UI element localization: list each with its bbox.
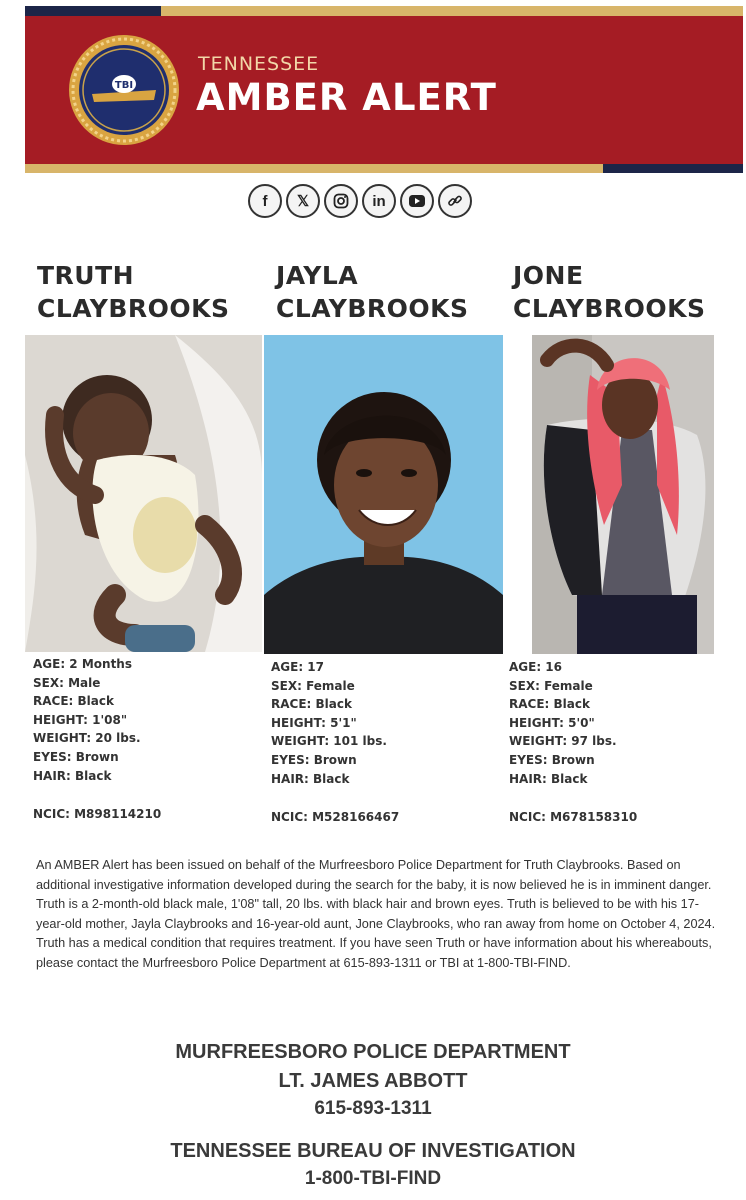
seal-text: TBI [114, 80, 134, 91]
contact-phone-tbi[interactable]: 1-800-TBI-FIND [304, 1168, 442, 1189]
person-name-jayla: JAYLA CLAYBROOKS [276, 261, 469, 323]
youtube-icon[interactable] [400, 184, 434, 218]
ncic-jone: NCIC: M678158310 [509, 810, 638, 825]
linkedin-icon[interactable]: in [362, 184, 396, 218]
banner-bottom-stripe [25, 164, 743, 173]
alert-description: An AMBER Alert has been issued on behalf of the Murfreesboro Police Department for Truth Claybrooks. Based on additional investigative information developed during the search for the baby, it is now believed he is in imminent danger. Truth is a 2-month-old black male, 1'08" tall, 20 lbs. with black hair and brown eyes. Truth is believed to be with his 17-year-old mother, Jayla Claybrooks and 16-year-old aunt, Jone Claybrooks, who ran away from home on October 4, 2024. Truth has a medical condition that requires treatment. If you have seen Truth or have information about his whereabouts, please contact the Murfreesboro Police Department at 615-893-1311 or TBI at 1-800-TBI-FIND. [36, 858, 716, 970]
contact-agency-tbi: TENNESSEE BUREAU OF INVESTIGATION [170, 1140, 576, 1162]
ncic-truth: NCIC: M898114210 [33, 807, 162, 822]
x-icon[interactable]: 𝕏 [286, 184, 320, 218]
ncic-jayla: NCIC: M528166467 [271, 810, 400, 825]
photo-jayla [264, 335, 503, 654]
contact-agency-police: MURFREESBORO POLICE DEPARTMENT [175, 1041, 571, 1063]
contact-phone-police[interactable]: 615-893-1311 [314, 1098, 432, 1119]
tbi-seal-icon [68, 34, 180, 146]
link-icon[interactable] [438, 184, 472, 218]
banner-title: AMBER ALERT [196, 76, 497, 119]
facebook-icon[interactable]: f [248, 184, 282, 218]
details-truth: AGE: 2 Months SEX: Male RACE: Black HEIGHT: 1'08" WEIGHT: 20 lbs. EYES: Brown HAIR: Black NCIC: M898114210 [33, 655, 161, 824]
instagram-icon[interactable] [324, 184, 358, 218]
banner-state: TENNESSEE [198, 53, 320, 75]
person-name-jone: JONE CLAYBROOKS [513, 261, 706, 323]
photo-jone [532, 335, 714, 654]
photo-truth [25, 335, 262, 652]
details-jayla: AGE: 17 SEX: Female RACE: Black HEIGHT: 5'1" WEIGHT: 101 lbs. EYES: Brown HAIR: Black NCIC: M528166467 [271, 658, 399, 827]
social-icons [248, 184, 472, 218]
amber-alert-banner [25, 16, 743, 164]
details-jone: AGE: 16 SEX: Female RACE: Black HEIGHT: 5'0" WEIGHT: 97 lbs. EYES: Brown HAIR: Black NCIC: M678158310 [509, 658, 637, 827]
banner-top-stripe [25, 6, 743, 16]
contact-officer: LT. JAMES ABBOTT [278, 1070, 468, 1092]
person-name-truth: TRUTH CLAYBROOKS [37, 261, 230, 323]
